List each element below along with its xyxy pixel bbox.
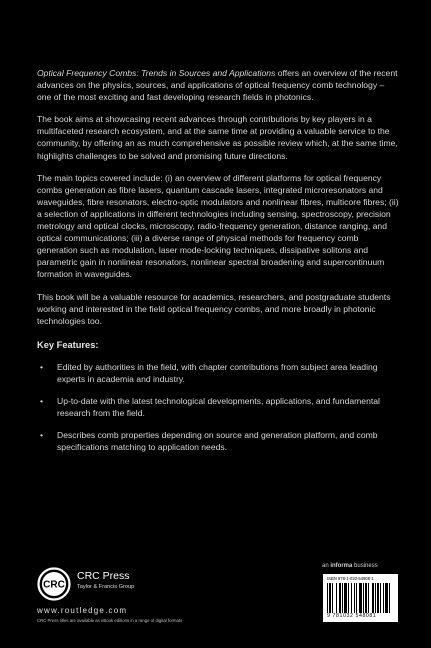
bullet-icon: • [40, 430, 44, 441]
key-feature-item [37, 361, 399, 385]
crc-press-logo [37, 567, 135, 603]
bullet-icon: • [40, 396, 44, 407]
book-title: Optical Frequency Combs: Trends in Sources and Applications [37, 68, 276, 78]
crc-logo-text: CRC [43, 579, 65, 591]
isbn-label: ISBN 978-1-032-54808-1 [327, 576, 374, 581]
key-feature-item [37, 429, 399, 453]
key-feature-text: Edited by authorities in the field, with chapter contributions from subject area leading experts in academia and industry. [57, 361, 378, 384]
aim-paragraph: The book aims at showcasing recent advances through contributions by key players in a multifaceted research ecosystem, and at the same time at providing a valuable service to the community, by offering an as much comprehensive as possible review which, at the same time, highlights challenges to be solved and promising future directions. [37, 114, 398, 161]
key-feature-item [37, 395, 399, 419]
key-feature-text: Describes comb properties depending on source and generation platform, and comb specifications matching to application needs. [57, 430, 378, 453]
publisher-group: Taylor & Francis Group [77, 584, 135, 590]
key-feature-text: Up-to-date with the latest technological developments, applications, and fundamental research from the field. [57, 396, 380, 419]
crc-logo-icon [37, 567, 71, 601]
bullet-icon: • [40, 361, 44, 372]
barcode-digits: 9 781032 548081 [327, 613, 377, 619]
intro-text: offers an overview of the recent advances on the physics, sources, and applications of optical frequency comb technology – one of the most exciting and fast developing research fields in photonics. [37, 68, 398, 103]
ebook-disclaimer: CRC Press titles are available as eBook editions in a range of digital formats [37, 618, 183, 623]
key-features-heading: Key Features: [37, 339, 99, 350]
key-features-list [37, 361, 399, 454]
audience-paragraph: This book will be a valuable resource for academics, researchers, and postgraduate students working and interested in the field optical frequency combs, and more broadly in photonic technologies too. [37, 291, 391, 326]
publisher-name: CRC Press [77, 570, 130, 582]
isbn-barcode [323, 574, 398, 622]
barcode-icon [327, 583, 394, 613]
intro-paragraph [37, 67, 399, 103]
informa-brand: informa [330, 563, 353, 569]
topics-paragraph: The main topics covered include: (i) an overview of different platforms for optical frequency combs generation as fibre lasers, quantum cascade lasers, integrated microresonators and waveguides, fibre resonators, electro-optic modulators and nonlinear fibres, multicore fibres; (ii) a selection of applications in different technologies including sensing, spectroscopy, precision metrology and optical clocks, microscopy, radio-frequency generation, distance ranging, and optical communications; (iii) a diverse range of physical methods for frequency comb generation such as modulation, laser mode-locking techniques, dissipative solitons and parametric gain in nonlinear resonators, nonlinear spectral broadening and supercontinuum formation in waveguides. [37, 172, 399, 280]
publisher-website: www.routledge.com [37, 606, 128, 615]
informa-business-label: an informa business [322, 563, 378, 569]
back-cover-text [37, 67, 399, 463]
